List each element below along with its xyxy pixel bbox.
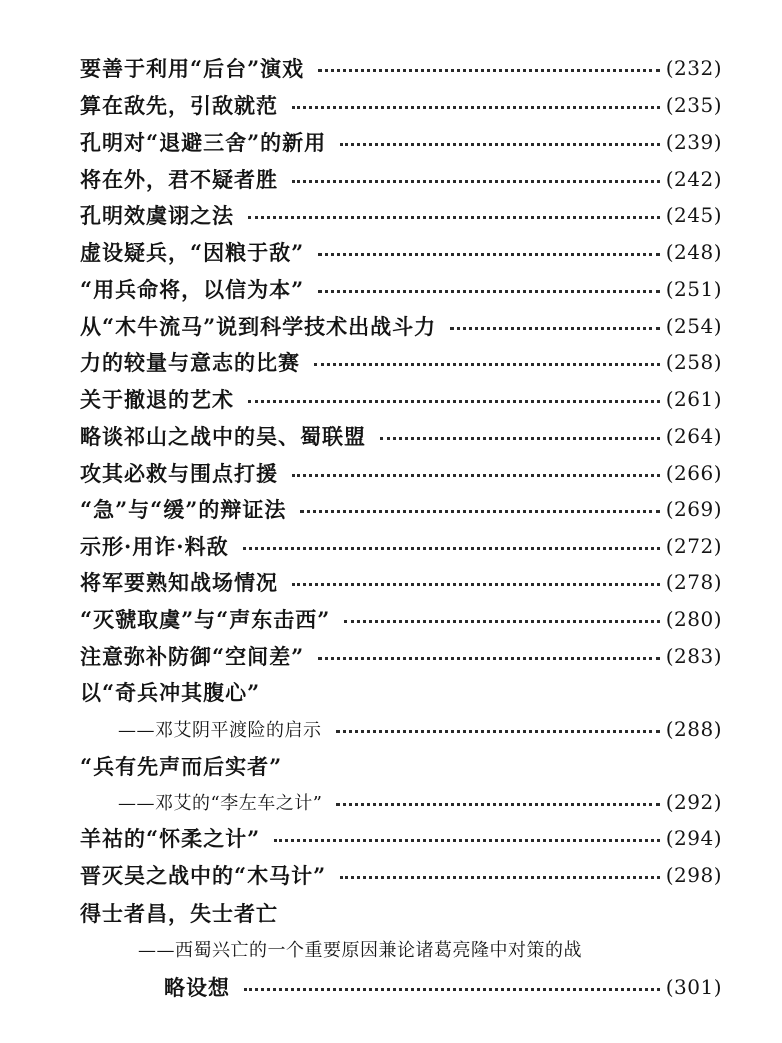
toc-entry: [80, 897, 722, 929]
toc-entry: [80, 310, 722, 342]
dot-leader: [248, 400, 660, 403]
dot-leader: [450, 327, 660, 330]
entry-title: 算在敌先，引敌就范: [80, 93, 278, 118]
dot-leader: [336, 803, 659, 806]
entry-title: 晋灭吴之战中的“木马计”: [80, 863, 327, 888]
entry-title: 将在外，君不疑者胜: [80, 167, 278, 192]
page-number: (301): [665, 975, 722, 999]
toc-subentry-continuation: [164, 971, 722, 1003]
dot-leader: [274, 839, 660, 842]
entry-subtitle: ——邓艾的“李左车之计”: [118, 793, 323, 814]
dot-leader: [318, 253, 660, 256]
dot-leader: [300, 510, 659, 513]
entry-title: 略谈祁山之战中的吴、蜀联盟: [80, 424, 366, 449]
dot-leader: [340, 143, 660, 146]
page-number: (254): [665, 314, 722, 338]
dot-leader: [292, 583, 660, 586]
dot-leader: [292, 474, 660, 477]
toc-entry: [80, 750, 722, 782]
entry-title: 示形·用诈·料敌: [80, 534, 229, 559]
page-number: (261): [665, 387, 722, 411]
toc-entry: [80, 383, 722, 415]
dot-leader: [244, 988, 660, 991]
page-number: (278): [665, 570, 722, 594]
toc-entry: [80, 493, 722, 525]
entry-title: 攻其必救与围点打援: [80, 461, 278, 486]
toc-entry: [80, 566, 722, 598]
entry-subtitle: ——邓艾阴平渡险的启示: [118, 720, 322, 741]
toc-entry: [80, 236, 722, 268]
entry-title: 从“木牛流马”说到科学技术出战斗力: [80, 314, 437, 339]
dot-leader: [292, 180, 660, 183]
entry-title: 关于撤退的艺术: [80, 387, 234, 412]
entry-title: 孔明对“退避三舍”的新用: [80, 130, 327, 155]
toc-entry: [80, 457, 722, 489]
page-number: (232): [665, 56, 722, 80]
page-number: (292): [665, 790, 722, 814]
page-number: (288): [665, 717, 722, 741]
toc-entry: [80, 676, 722, 708]
dot-leader: [248, 216, 660, 219]
entry-title: 以“奇兵冲其腹心”: [80, 680, 261, 705]
toc-subentry: [118, 786, 722, 818]
dot-leader: [318, 69, 660, 72]
entry-title: “灭虢取虞”与“声东击西”: [80, 607, 331, 632]
page-number: (280): [665, 607, 722, 631]
page-number: (283): [665, 644, 722, 668]
page-number: (239): [665, 130, 722, 154]
entry-title: 得士者昌，失士者亡: [80, 901, 278, 926]
page-number: (251): [665, 277, 722, 301]
page-number: (245): [665, 203, 722, 227]
entry-title: “用兵命将，以信为本”: [80, 277, 305, 302]
toc-entry: [80, 603, 722, 635]
page-number: (294): [665, 826, 722, 850]
toc-entry: [80, 126, 722, 158]
page-number: (242): [665, 167, 722, 191]
entry-title: “急”与“缓”的辩证法: [80, 497, 287, 522]
entry-title: “兵有先声而后实者”: [80, 754, 283, 779]
entry-title: 要善于利用“后台”演戏: [80, 56, 305, 81]
page-number: (235): [665, 93, 722, 117]
dot-leader: [318, 290, 660, 293]
dot-leader: [380, 437, 660, 440]
page-number: (248): [665, 240, 722, 264]
entry-title: 注意弥补防御“空间差”: [80, 644, 305, 669]
page-number: (266): [665, 461, 722, 485]
dot-leader: [243, 547, 660, 550]
toc-entry: [80, 273, 722, 305]
entry-title: 虚设疑兵，“因粮于敌”: [80, 240, 305, 265]
entry-title: 孔明效虞诩之法: [80, 203, 234, 228]
toc-entry: [80, 420, 722, 452]
page-number: (264): [665, 424, 722, 448]
page-number: (272): [665, 534, 722, 558]
entry-title: 羊祜的“怀柔之计”: [80, 826, 261, 851]
toc-subentry: [118, 713, 722, 745]
entry-subtitle: ——西蜀兴亡的一个重要原因兼论诸葛亮隆中对策的战: [138, 940, 582, 961]
page-number: (258): [665, 350, 722, 374]
toc-entry: [80, 530, 722, 562]
page-number: (269): [665, 497, 722, 521]
page-number: (298): [665, 863, 722, 887]
entry-subtitle: 略设想: [164, 975, 230, 1000]
dot-leader: [340, 876, 660, 879]
dot-leader: [336, 730, 660, 733]
dot-leader: [318, 657, 660, 660]
toc-entry: [80, 89, 722, 121]
toc-entry: [80, 346, 722, 378]
toc-entry: [80, 163, 722, 195]
toc-entry: [80, 822, 722, 854]
dot-leader: [344, 620, 659, 623]
entry-title: 力的较量与意志的比赛: [80, 350, 300, 375]
toc-entry: [80, 199, 722, 231]
toc-entry: [80, 859, 722, 891]
toc-subentry: [138, 933, 722, 965]
toc-entry: [80, 52, 722, 84]
dot-leader: [314, 363, 660, 366]
dot-leader: [292, 106, 660, 109]
entry-title: 将军要熟知战场情况: [80, 570, 278, 595]
toc-entry: [80, 640, 722, 672]
